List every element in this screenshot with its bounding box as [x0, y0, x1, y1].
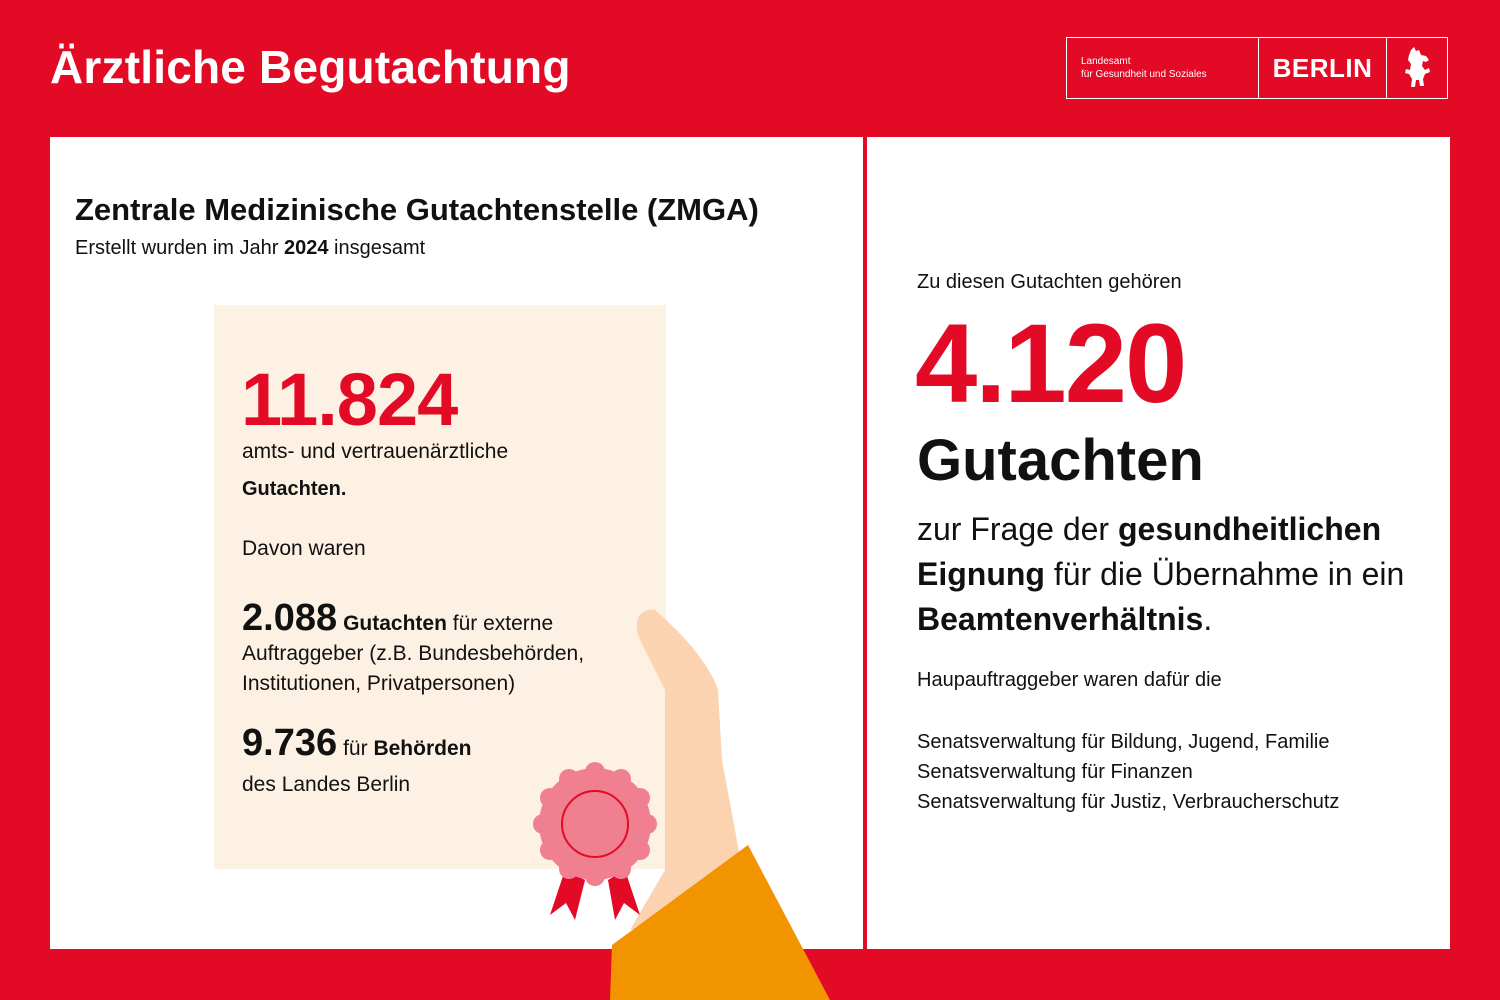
clients-list	[917, 727, 1339, 817]
list-item: Senatsverwaltung für Bildung, Jugend, Familie	[917, 731, 1330, 753]
right-text-2: für die Übernahme in ein	[1044, 556, 1405, 592]
logo-city: BERLIN	[1259, 38, 1387, 98]
right-description	[917, 507, 1417, 642]
authority-pre: für	[343, 737, 374, 760]
subtitle-pre: Erstellt wurden im Jahr	[75, 237, 284, 259]
total-description: amts- und vertrauenärztliche	[242, 440, 509, 463]
clients-intro: Haupauftraggeber waren dafür die	[917, 669, 1222, 691]
right-bold-2: Beamtenverhältnis	[917, 601, 1204, 637]
right-text-1: zur Frage der	[917, 511, 1118, 547]
right-bold-1: gesundheitlichen Eignung	[917, 511, 1382, 592]
authority-bold: Behörden	[373, 737, 472, 760]
right-label: Gutachten	[917, 428, 1204, 493]
authority-line2: des Landes Berlin	[242, 773, 411, 796]
external-bold: Gutachten	[343, 612, 447, 635]
lageso-logo	[1066, 37, 1448, 99]
list-item: Senatsverwaltung für Justiz, Verbraucherschutz	[917, 791, 1340, 813]
left-panel	[50, 137, 863, 949]
zmga-subtitle	[75, 237, 425, 260]
logo-agency-line2: für Gesundheit und Soziales	[1081, 69, 1207, 80]
right-intro: Zu diesen Gutachten gehören	[917, 271, 1182, 293]
external-text: für externe Auftraggeber (z.B. Bundesbehörden, Institutionen, Privatpersonen)	[242, 612, 585, 695]
davon-label: Davon waren	[242, 537, 366, 560]
page-title: Ärztliche Begutachtung	[50, 41, 571, 93]
list-item: Senatsverwaltung für Finanzen	[917, 761, 1193, 783]
total-unit: Gutachten.	[242, 478, 347, 500]
right-panel	[867, 137, 1450, 949]
logo-agency-name	[1067, 38, 1259, 98]
subtitle-year: 2024	[283, 237, 329, 259]
logo-agency-line1: Landesamt	[1081, 56, 1131, 67]
subtitle-post: insgesamt	[328, 237, 426, 259]
external-number: 2.088	[242, 597, 338, 639]
zmga-title: Zentrale Medizinische Gutachtenstelle (ZMGA)	[75, 192, 759, 227]
authority-stat	[242, 722, 642, 803]
statistics-card	[214, 305, 666, 869]
authority-number: 9.736	[242, 722, 338, 764]
right-text-3: .	[1203, 601, 1213, 637]
external-stat	[242, 597, 642, 699]
total-number: 11.824	[241, 358, 458, 441]
right-number: 4.120	[915, 301, 1186, 426]
berlin-bear-icon	[1387, 38, 1447, 98]
